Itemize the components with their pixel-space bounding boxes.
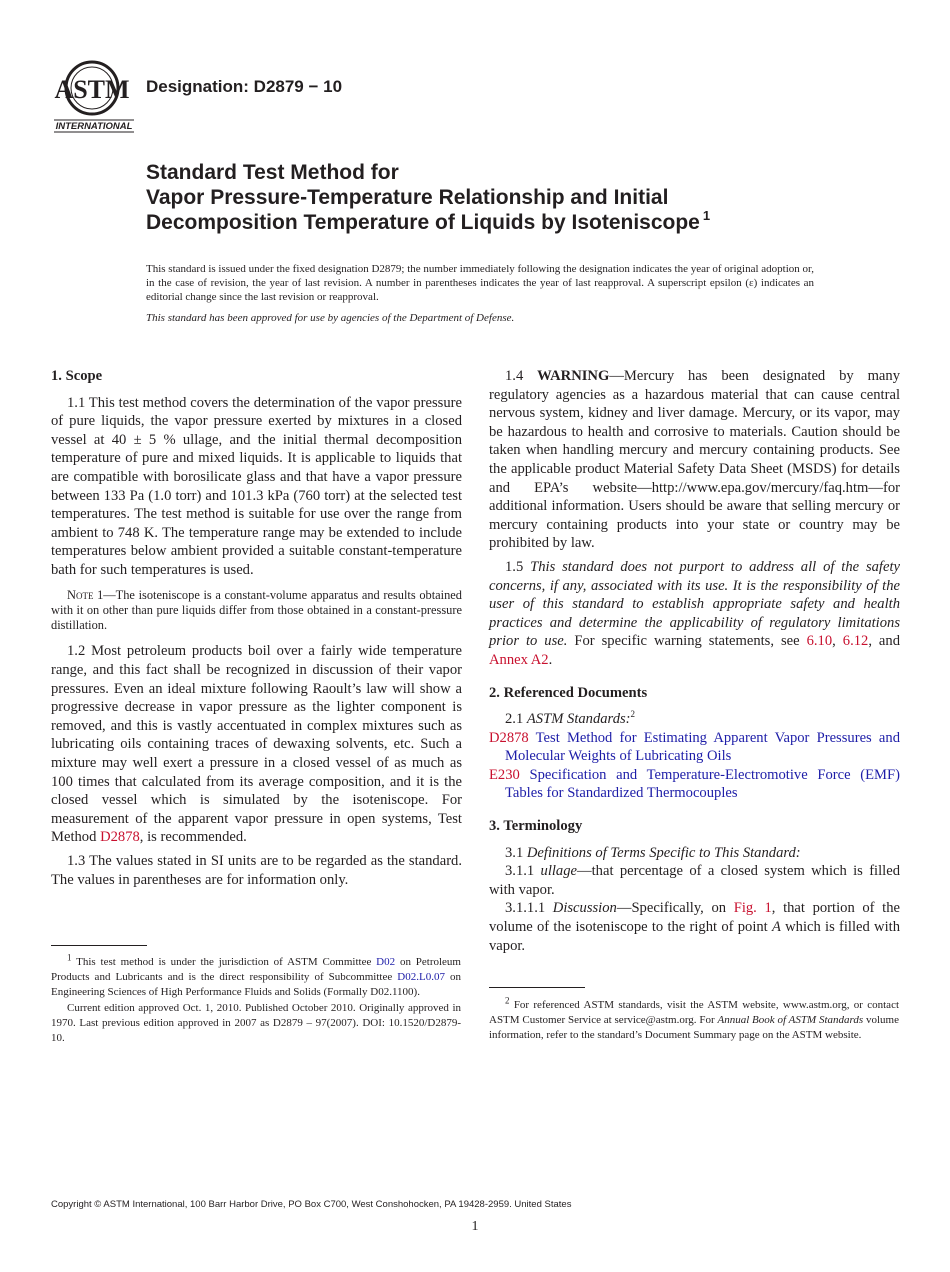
- preamble: This standard is issued under the fixed designation D2879; the number immediately following the designation indicates the year of original adoption or, in the case of revision, the year of last revision. A number in parentheses indicates the year of last reapproval. A superscript epsilon (ε) indicates an editorial change since the last revision or reapproval.: [146, 263, 814, 303]
- title-footnote-mark: 1: [702, 208, 711, 223]
- terminology-heading: 3. Terminology: [489, 818, 583, 835]
- para-3-1-1-1: 3.1.1.1 Discussion—Specifically, on Fig. 1, that portion of the volume of the isoteniscope to the right of point A which is filled with vapor.: [489, 900, 901, 954]
- ref-e230: [489, 766, 900, 803]
- para-3-1-1: 3.1.1 ullage—that percentage of a closed system which is filled with vapor.: [489, 863, 900, 898]
- para-2-1: 2.1 ASTM Standards:$^2$: [505, 709, 636, 728]
- ref-e230-title[interactable]: Specification and Temperature-Electromotive Force (EMF) Tables for Standardized Thermocouples: [505, 766, 900, 802]
- link-fig-1[interactable]: Fig. 1: [733, 900, 772, 917]
- para-1-2: 1.2 Most petroleum products boil over a fairly wide temperature range, and this fact shall be recognized in discussion of their vapor pressures. Even an ideal mixture following Raoult’s law will show a progressive decrease in vapor pressure as the lighter component is removed, and this is vastly accentuated in complex mixtures such as lubricating oils containing traces of dewaxing solvents, etc. Such a mixture may well exert a pressure in a closed vessel of as much as 100 times that calculated from its average composition, and it is the closed vessel which is simulated by the isoteniscope. For measurement of the apparent vapor pressure in open systems, Test Method D2878, is recommended.: [51, 643, 462, 846]
- astm-logo: [52, 56, 136, 134]
- right-column: [489, 367, 900, 955]
- ref-d2878-title[interactable]: Test Method for Estimating Apparent Vapor Pressures and Molecular Weights of Lubricating Oils: [505, 729, 900, 765]
- title-line-3: Decomposition Temperature of Liquids by Isoteniscope $^1$: [146, 208, 711, 234]
- ref-d2878: [489, 729, 900, 766]
- defense-note: This standard has been approved for use by agencies of the Department of Defense.: [146, 312, 515, 324]
- link-ref-d2878[interactable]: D2878: [489, 729, 529, 746]
- footnote-rule-right: [489, 987, 585, 988]
- link-ref-e230[interactable]: E230: [489, 766, 520, 783]
- refdocs-heading: 2. Referenced Documents: [489, 684, 648, 701]
- title-line-2: Vapor Pressure-Temperature Relationship and Initial: [146, 186, 669, 209]
- para-3-1: 3.1 Definitions of Terms Specific to This Standard:: [505, 844, 801, 861]
- note-1: Note 1—The isoteniscope is a constant-volume apparatus and results obtained with it on other than pure liquids differ from those obtained in a constant-pressure distillation.: [51, 587, 462, 633]
- link-6-12[interactable]: 6.12: [842, 633, 869, 650]
- link-d02-l0-07[interactable]: D02.L0.07: [397, 971, 445, 984]
- footnote-2: $^2$ For referenced ASTM standards, visit the ASTM website, www.astm.org, or contact ASTM Customer Service at service@astm.org. For Annual Book of ASTM Standards volume information, refer to the standard’s Document Summary page on the ASTM website.: [489, 995, 900, 1042]
- link-annex-a2[interactable]: Annex A2: [489, 651, 549, 668]
- para-1-4: 1.4 WARNING—Mercury has been designated by many regulatory agencies as a hazardous material that can cause central nervous system, kidney and liver damage. Mercury, or its vapor, may be hazardous to health and corrosive to materials. Caution should be taken when handling mercury and mercury containing products. See the applicable product Material Safety Data Sheet (MSDS) for details and EPA’s website—http://www.epa.gov/mercury/faq.htm—for additional information. Users should be aware that selling mercury or mercury containing products into your state or country may be prohibited by law.: [489, 368, 901, 552]
- page-number: 1: [471, 1219, 479, 1234]
- link-d2878[interactable]: D2878: [100, 829, 140, 846]
- document-title: [146, 160, 886, 237]
- left-column: [51, 367, 462, 889]
- footnote-rule-left: [51, 945, 147, 946]
- copyright: Copyright © ASTM International, 100 Barr Harbor Drive, PO Box C700, West Conshohocken, PA 19428-2959. United States: [51, 1199, 572, 1210]
- para-1-3: 1.3 The values stated in SI units are to be regarded as the standard. The values in parentheses are for information only.: [51, 852, 462, 888]
- link-6-10[interactable]: 6.10: [806, 633, 833, 650]
- designation: Designation: D2879 − 10: [146, 77, 343, 96]
- edition-note: Current edition approved Oct. 1, 2010. Published October 2010. Originally approved in 1970. Last previous edition approved in 2007 as D2879 – 97(2007). DOI: 10.1520/D2879-10.: [51, 1001, 461, 1045]
- svg-text:INTERNATIONAL: INTERNATIONAL: [55, 121, 133, 132]
- footnote-1: $^1$ This test method is under the jurisdiction of ASTM Committee D02 on Petroleum Products and Lubricants and is the direct responsibility of Subcommittee D02.L0.07 on Engineering Sciences of High Performance Fluids and Solids (Formally D02.1100). Current edition approved Oct. 1, 2010. Published October 2010. Originally approved in 1970. Last previous edition approved in 2007 as D2879 – 97(2007). DOI: 10.1520/D2879-10.: [51, 955, 461, 1046]
- scope-heading: 1. Scope: [51, 368, 103, 384]
- svg-text:ASTM: ASTM: [54, 75, 130, 104]
- title-line-1: Standard Test Method for: [146, 161, 399, 184]
- link-d02[interactable]: D02: [376, 956, 396, 968]
- para-1-1: 1.1 This test method covers the determination of the vapor pressure of pure liquids, the vapor pressure exerted by mixtures in a closed vessel at 40 ± 5 % ullage, and the initial thermal decomposition temperature of pure and mixed liquids. It is applicable to liquids that are compatible with borosilicate glass and that have a vapor pressure between 133 Pa (1.0 torr) and 101.3 kPa (760 torr) at the selected test temperatures. The test method is suitable for use over the range from ambient to 748 K. The temperature range may be extended to include temperatures below ambient provided a suitable constant-temperature bath for such temperatures is used.: [51, 394, 462, 578]
- para-1-5: 1.5 This standard does not purport to address all of the safety concerns, if any, associated with its use. It is the responsibility of the user of this standard to establish appropriate safety and health practices and determine the applicability of regulatory limitations prior to use. For specific warning statements, see 6.10, 6.12, and Annex A2.: [489, 558, 901, 668]
